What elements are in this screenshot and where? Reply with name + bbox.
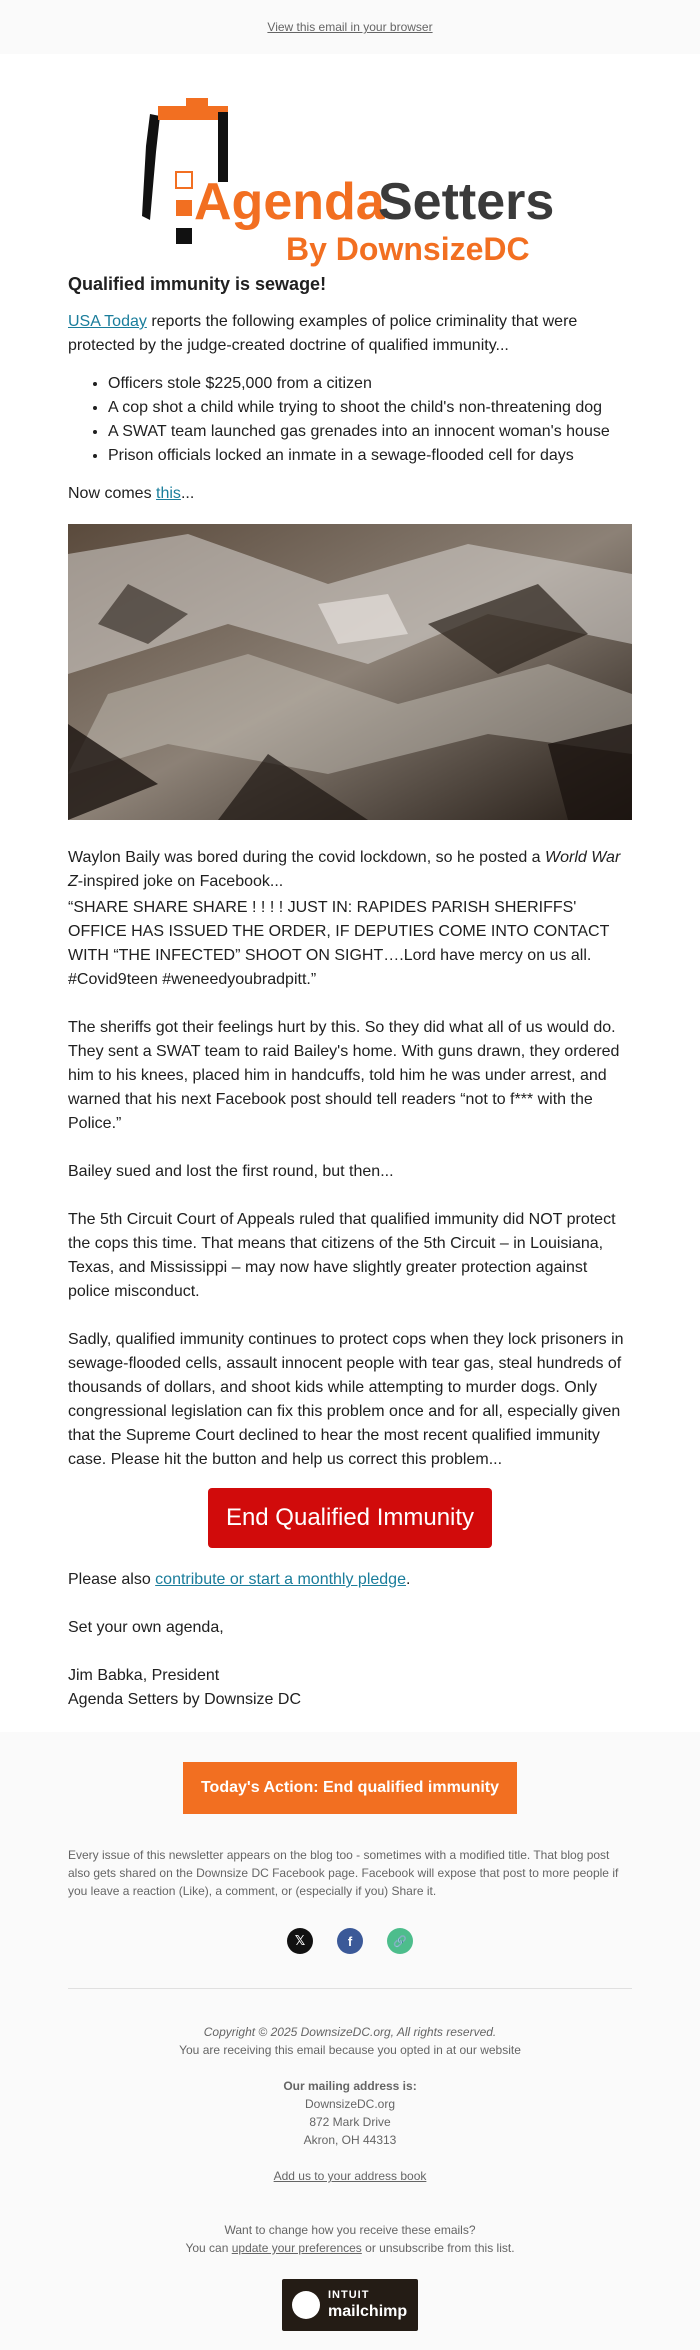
waylon-text: Waylon Baily was bored during the covid lockdown, so he posted a: [68, 849, 546, 866]
now-comes-text: Now comes: [68, 485, 157, 502]
mailchimp-badge[interactable]: [282, 2279, 418, 2331]
intro-text: reports the following examples of police criminality that were protected by the judge-created doctrine of qualified immunity...: [68, 313, 578, 354]
checkbox-checked-icon: [176, 200, 192, 216]
now-comes-suffix: ...: [180, 485, 195, 502]
logo-word-setters: Setters: [378, 173, 555, 231]
update-middle: or: [361, 2241, 380, 2255]
sewage-texture-image: [68, 524, 632, 820]
facebook-quote: “SHARE SHARE SHARE ! ! ! ! JUST IN: RAPIDES PARISH SHERIFFS' OFFICE HAS ISSUED THE ORDER, IF DEPUTIES COME INTO CONTACT WITH “THE INFECTED” SHOOT ON SIGHT….Lord have mercy on us all. #Covid9teen #weneedyoubradpitt.”: [68, 899, 610, 988]
agenda-setters-logo: [68, 54, 632, 272]
checkbox-empty-icon: [176, 172, 192, 188]
mailing-heading: Our mailing address is:: [283, 2079, 417, 2093]
cta-wrap: [68, 1488, 632, 1548]
list-item: • A SWAT team launched gas grenades into an innocent woman's house: [108, 420, 632, 444]
sheriffs-paragraph: The sheriffs got their feelings hurt by this. So they did what all of us would do. They sent a SWAT team to raid Bailey's home. With guns drawn, they ordered him to his knees, placed him in handcuffs, told him he was under arrest, and warned that his next Facebook post should tell readers “not to f*** with the Police.”: [68, 1019, 620, 1132]
sewage-photo: [68, 524, 632, 820]
badge-intuit: INTUIT: [328, 2289, 370, 2301]
sign-off: Set your own agenda,: [68, 1619, 224, 1636]
update-prefix: You can: [185, 2241, 232, 2255]
sadly-paragraph: Sadly, qualified immunity continues to protect cops when they lock prisoners in sewage-flooded cells, assault innocent people with tear gas, steal hundreds of thousands of dollars, and shoot kids while attempting to murder dogs. Only congressional legislation can fix this problem once and for all, especially given that the Supreme Court declined to hear the most recent qualified immunity case. Please hit the button and help us correct this problem...: [68, 1331, 624, 1468]
list-item: • Officers stole $225,000 from a citizen: [108, 372, 632, 396]
waylon-text-end: -inspired joke on Facebook...: [77, 873, 284, 890]
contribute-paragraph: [68, 1568, 632, 1592]
intro-paragraph: [68, 310, 632, 358]
list-item: • A cop shot a child while trying to shoot the child's non-threatening dog: [108, 396, 632, 420]
footer-divider: [68, 1988, 632, 1989]
clipboard-clip-top-icon: [186, 98, 208, 110]
copyright-text: Copyright © 2025 DownsizeDC.org, All rights reserved.: [203, 2025, 497, 2039]
address-book-paragraph: [68, 2167, 632, 2185]
address-line: DownsizeDC.org: [304, 2097, 396, 2111]
x-icon[interactable]: 𝕏: [287, 1928, 313, 1954]
examples-list: [68, 372, 632, 468]
change-prefs-line: Want to change how you receive these emails?: [224, 2223, 476, 2237]
article-headline: Qualified immunity is sewage!: [68, 274, 327, 294]
end-qualified-immunity-button[interactable]: End Qualified Immunity: [208, 1488, 492, 1548]
todays-action-button[interactable]: Today's Action: End qualified immunity: [183, 1762, 517, 1814]
email-body: [0, 54, 700, 1732]
bailey-paragraph: Bailey sued and lost the first round, but then...: [68, 1163, 394, 1180]
contribute-link[interactable]: contribute or start a monthly pledge: [155, 1571, 406, 1588]
update-prefs-line: [68, 2239, 632, 2257]
newsletter-blurb: Every issue of this newsletter appears on the blog too - sometimes with a modified title. That blog post also gets shared on the Downsize DC Facebook page. Facebook will expose that post to more people if you leave a reaction (Like), a comment, or (especially if you) Share it.: [68, 1848, 619, 1898]
logo-tagline: By DownsizeDC: [286, 231, 530, 267]
address-line: 872 Mark Drive: [309, 2115, 391, 2129]
footer-spacer: [68, 2336, 632, 2350]
this-link[interactable]: this: [156, 485, 181, 502]
signer-org: Agenda Setters by Downsize DC: [68, 1691, 301, 1708]
clipboard-side-icon: [218, 112, 228, 182]
add-to-address-book-link[interactable]: Add us to your address book: [273, 2169, 427, 2183]
signer-name: Jim Babka, President: [68, 1667, 220, 1684]
update-preferences-link[interactable]: update your preferences: [231, 2241, 362, 2255]
badge-mailchimp: mailchimp: [328, 2303, 408, 2320]
circuit-paragraph: The 5th Circuit Court of Appeals ruled that qualified immunity did NOT protect the cops this time. That means that citizens of the 5th Circuit – in Louisiana, Texas, and Mississippi – may now have slightly greater protection against police misconduct.: [68, 1211, 616, 1300]
link-icon[interactable]: 🔗: [387, 1928, 413, 1954]
update-suffix: .: [511, 2241, 515, 2255]
waylon-paragraph: [68, 846, 632, 894]
social-links: [68, 1928, 632, 1958]
receiving-reason: You are receiving this email because you opted in at our website: [179, 2043, 521, 2057]
list-item: • Prison officials locked an inmate in a sewage-flooded cell for days: [108, 444, 632, 468]
address-line: Akron, OH 44313: [303, 2133, 397, 2147]
email-footer: [0, 1732, 700, 2350]
browser-view-bar: [0, 0, 700, 54]
world-war-z-title: World War Z: [68, 849, 621, 890]
contribute-text: Please also: [68, 1571, 156, 1588]
usa-today-link[interactable]: USA Today: [68, 313, 147, 330]
logo-graphic: [68, 54, 632, 272]
checkbox-filled-icon: [176, 228, 192, 244]
logo-word-agenda: Agenda: [194, 173, 385, 231]
view-in-browser-link[interactable]: View this email in your browser: [267, 20, 433, 34]
mailchimp-logo-icon: [292, 2291, 320, 2319]
unsubscribe-text: unsubscribe from this list: [379, 2241, 512, 2255]
clipboard-edge-icon: [142, 114, 160, 220]
now-comes-paragraph: [68, 482, 632, 506]
facebook-icon[interactable]: f: [337, 1928, 363, 1954]
contribute-suffix: .: [405, 1571, 411, 1588]
signature: [68, 1664, 632, 1732]
